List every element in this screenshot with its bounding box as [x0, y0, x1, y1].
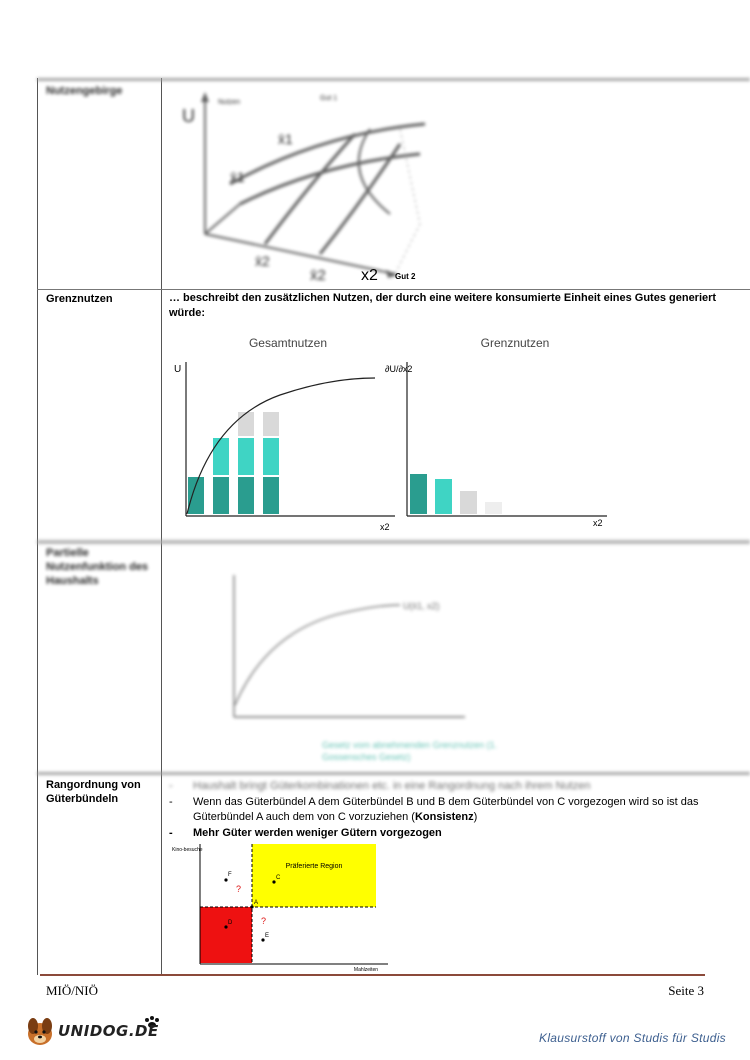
point-label: C — [276, 875, 281, 881]
gesamtnutzen-bars — [188, 412, 279, 514]
row-divider — [37, 540, 750, 544]
question-mark: ? — [236, 884, 242, 894]
marginal-bar-4 — [485, 502, 502, 514]
bar-unit-1 — [263, 477, 279, 514]
bar-unit-1 — [213, 477, 229, 514]
gesamtnutzen-chart — [170, 330, 400, 535]
x-axis-label: x2 — [593, 518, 603, 528]
konsistenz-term: Konsistenz — [414, 811, 474, 823]
preference-region-figure — [168, 842, 393, 972]
footer-course: MIÖ/NIÖ — [46, 983, 98, 998]
gossen-law-note: Gesetz vom abnehmenden Grenznutzen (1. Gossensches Gesetz) — [322, 740, 498, 762]
row-label-text: Rangordnung von Güterbündeln — [46, 779, 141, 805]
bar-unit-3 — [263, 412, 279, 436]
table-bottom-border — [40, 974, 705, 976]
preferred-region — [252, 844, 376, 907]
grenznutzen-bars — [410, 474, 502, 514]
bar-unit-2 — [238, 438, 254, 475]
table-column-divider — [161, 78, 162, 975]
u-axis-label: U — [182, 106, 195, 126]
grenznutzen-definition: … beschreibt den zusätzlichen Nutzen, der durch eine weitere konsumierte Einheit eines Gutes generiert würde: — [169, 292, 717, 319]
bullet-list — [169, 779, 739, 841]
utility-mountain-axis-labels — [355, 262, 435, 286]
bullet-item: - Wenn das Güterbündel A dem Güterbündel B und B dem Güterbündel von C vorgezogen wird so ist das Güterbündel A auch dem von C vorzuziehen (Konsistenz) — [169, 795, 739, 825]
chart-title: Grenznutzen — [480, 336, 550, 350]
row-divider — [37, 78, 750, 81]
row-label-partielle-nutzenfunktion: Partielle Nutzenfunktion des Haushalts — [46, 547, 149, 587]
row-label-grenznutzen: Grenznutzen — [46, 293, 113, 305]
row-label-rangordnung — [46, 778, 158, 806]
y-axis-label: U — [174, 364, 182, 375]
y-axis-label: ∂U/∂x2 — [385, 364, 413, 374]
inferior-region — [200, 907, 252, 963]
marginal-bar-3 — [460, 491, 477, 514]
nutzen-label: Nutzen — [218, 99, 241, 106]
bar-unit-3 — [238, 412, 254, 436]
good2-label: Gut 2 — [395, 272, 416, 281]
x1-bar-label: x̄1 — [278, 131, 293, 147]
footer-page-number: Seite 3 — [668, 983, 704, 998]
row-label-nutzengebirge: Nutzengebirge — [46, 85, 123, 97]
bullet-item: - Mehr Güter werden weniger Gütern vorgezogen — [169, 827, 442, 839]
bullet-text: Haushalt bringt Güterkombinationen etc. in eine Rangordnung nach ihrem Nutzen — [193, 780, 591, 792]
good1-label: Gut 1 — [320, 95, 338, 102]
bar-unit-2 — [213, 438, 229, 475]
marginal-bar-2 — [435, 479, 452, 514]
bullet-item: - Haushalt bringt Güterkombinationen etc. in eine Rangordnung nach ihrem Nutzen — [169, 780, 591, 792]
curve-label: U(x̄1, x2) — [403, 601, 440, 611]
chart-title: Gesamtnutzen — [248, 336, 328, 350]
x-axis-label: Mahlzeiten — [353, 967, 379, 972]
x2-bar-label: x̄2 — [310, 267, 326, 284]
question-mark: ? — [261, 916, 267, 926]
bar-unit-1 — [188, 477, 204, 514]
region-label: Präferierte Region — [285, 863, 343, 870]
bar-unit-2 — [263, 438, 279, 475]
row-divider — [37, 772, 750, 775]
bullet-text: Wenn das Güterbündel A dem Güterbündel B und B dem Güterbündel von C vorgezogen wird so ist das Güterbündel A auch dem von C vorzuziehen (Konsistenz) — [193, 796, 699, 823]
point-label: A — [254, 900, 259, 906]
x2-axis-label: x2 — [361, 267, 378, 284]
point-f — [224, 878, 227, 881]
row-divider — [37, 289, 750, 290]
table-left-border — [37, 78, 38, 975]
partial-utility-curve — [235, 605, 400, 705]
point-label: D — [228, 920, 233, 926]
grenznutzen-chart — [385, 330, 615, 535]
marginal-bar-1 — [410, 474, 427, 514]
bullet-text: Mehr Güter werden weniger Gütern vorgezogen — [193, 827, 442, 839]
bar-unit-1 — [238, 477, 254, 514]
footer-slogan: Klausurstoff von Studis für Studis — [539, 1031, 726, 1045]
point-label: F — [228, 872, 232, 878]
x-axis-label: x2 — [380, 522, 390, 532]
x2-bar-label: x̄2 — [255, 253, 270, 269]
x1-bar-label: x̄1 — [230, 169, 245, 185]
y-axis-label: Kino-besuche — [172, 847, 203, 853]
point-label: E — [265, 933, 270, 939]
partial-utility-chart — [205, 565, 475, 740]
logo-text: UNIDOG.DE — [58, 1022, 159, 1040]
dog-icon — [28, 1018, 52, 1045]
utility-mountain-figure — [170, 84, 450, 284]
